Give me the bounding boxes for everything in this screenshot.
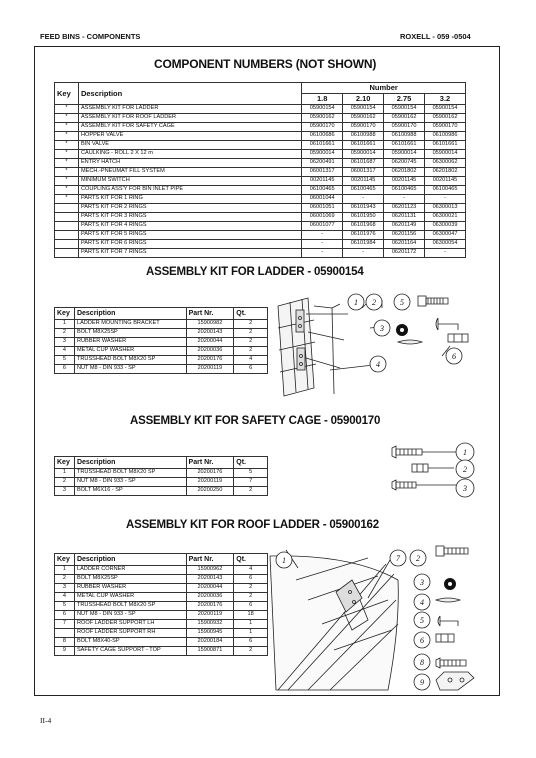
cell-num: 06201172 [384, 249, 425, 258]
part-row [55, 629, 268, 638]
cell-desc: PARTS KIT FOR 7 RINGS [78, 249, 301, 258]
callout-label: 7 [396, 554, 400, 563]
callout-label: 2 [463, 465, 467, 474]
component-row [55, 204, 466, 213]
cell-key [55, 629, 75, 638]
part-row [55, 487, 268, 496]
description-header: Description [74, 308, 186, 320]
cell-key: 3 [55, 338, 75, 347]
cell-num: 00201145 [384, 177, 425, 186]
component-row [55, 105, 466, 114]
cell-desc: BOLT M8X40-SP [74, 638, 186, 647]
cell-desc: PARTS KIT FOR 1 RING [78, 195, 301, 204]
callout-label: 1 [463, 448, 467, 457]
cell-key: 6 [55, 611, 75, 620]
cell-num: - [302, 240, 343, 249]
cell-qty: 6 [234, 365, 268, 374]
cell-num: 06001069 [302, 213, 343, 222]
cell-key: * [55, 123, 79, 132]
cell-key: * [55, 195, 79, 204]
cell-num: 06001317 [343, 168, 384, 177]
roof-kit-diagram [268, 540, 490, 700]
cell-num: 05900154 [384, 105, 425, 114]
cell-num: 06201802 [425, 168, 466, 177]
cell-part: 20200036 [186, 347, 234, 356]
cell-part: 20200143 [186, 329, 234, 338]
cell-key [55, 240, 79, 249]
roof-kit-title: ASSEMBLY KIT FOR ROOF LADDER - 05900162 [126, 519, 379, 531]
cell-num: 06001051 [302, 204, 343, 213]
cell-num: - [425, 249, 466, 258]
quantity-header: Qt. [234, 554, 268, 566]
cell-part: 15900962 [186, 566, 234, 575]
cell-num: 06100465 [425, 186, 466, 195]
cell-desc: BOLT M8X25SP [74, 575, 186, 584]
cell-desc: LADDER MOUNTING BRACKET [74, 320, 186, 329]
part-row [55, 593, 268, 602]
cell-key: 4 [55, 593, 75, 602]
cell-part: 20200036 [186, 593, 234, 602]
part-row [55, 638, 268, 647]
cell-key: * [55, 177, 79, 186]
part-row [55, 365, 268, 374]
cell-num: 06100988 [343, 132, 384, 141]
cell-desc: ROOF LADDER SUPPORT LH [74, 620, 186, 629]
cell-desc: CAULKING - ROLL 2 X 12 m [78, 150, 301, 159]
cell-num: 00201145 [425, 177, 466, 186]
cell-key: * [55, 150, 79, 159]
cell-num: 06100465 [384, 186, 425, 195]
cell-qty: 4 [234, 566, 268, 575]
cell-qty: 7 [234, 478, 268, 487]
cell-key: 2 [55, 478, 75, 487]
cell-part: 20200044 [186, 584, 234, 593]
cell-part: 20200184 [186, 638, 234, 647]
cell-qty: 2 [234, 320, 268, 329]
cell-key: 2 [55, 329, 75, 338]
cell-desc: BOLT M8X25SP [74, 329, 186, 338]
cell-num: 06100686 [302, 132, 343, 141]
cell-part: 20200119 [186, 478, 234, 487]
part-row [55, 611, 268, 620]
cell-desc: ROOF LADDER SUPPORT RH [74, 629, 186, 638]
key-header: Key [55, 308, 75, 320]
components-title: COMPONENT NUMBERS (NOT SHOWN) [154, 57, 377, 71]
cell-num: 05900014 [384, 150, 425, 159]
variant-header: 2.10 [343, 94, 384, 105]
cell-num: 05900154 [343, 105, 384, 114]
component-row [55, 159, 466, 168]
callout-label: 3 [380, 324, 384, 333]
callout-label: 4 [420, 598, 424, 607]
part-number-header: Part Nr. [186, 554, 234, 566]
cell-key: 5 [55, 356, 75, 365]
callout-label: 9 [420, 678, 424, 687]
callout-label: 2 [416, 554, 420, 563]
roof-kit-table [54, 553, 268, 656]
cage-kit-table [54, 456, 268, 496]
cell-key [55, 213, 79, 222]
cell-qty: 18 [234, 611, 268, 620]
cell-qty: 5 [234, 469, 268, 478]
cell-num: - [343, 195, 384, 204]
cell-desc: RUBBER WASHER [74, 338, 186, 347]
cell-desc: BOLT M6X16 - SP [74, 487, 186, 496]
callout-label: 8 [420, 658, 424, 667]
cell-num: 06101984 [343, 240, 384, 249]
cell-qty: 2 [234, 647, 268, 656]
cage-kit-diagram [388, 440, 488, 502]
cell-key: 9 [55, 647, 75, 656]
part-row [55, 329, 268, 338]
part-number-header: Part Nr. [186, 308, 234, 320]
cell-part: 20200176 [186, 469, 234, 478]
ladder-kit-table [54, 307, 268, 374]
callout-label: 2 [372, 298, 376, 307]
cell-num: 06201149 [384, 222, 425, 231]
cell-key: * [55, 159, 79, 168]
cage-kit-title: ASSEMBLY KIT FOR SAFETY CAGE - 05900170 [130, 415, 381, 427]
component-row [55, 123, 466, 132]
key-header: Key [55, 457, 75, 469]
cell-num: 06300047 [425, 231, 466, 240]
cell-num: - [302, 231, 343, 240]
cell-key: * [55, 114, 79, 123]
cell-desc: NUT M8 - DIN 933 - SP [74, 611, 186, 620]
cell-num: 06101661 [425, 141, 466, 150]
cell-num: 05900162 [302, 114, 343, 123]
cell-part: 20200250 [186, 487, 234, 496]
component-row [55, 168, 466, 177]
cell-num: 05900170 [302, 123, 343, 132]
cell-num: 06101976 [343, 231, 384, 240]
part-row [55, 347, 268, 356]
cell-desc: BIN VALVE [78, 141, 301, 150]
cell-key: 3 [55, 487, 75, 496]
cell-desc: HOPPER VALVE [78, 132, 301, 141]
cell-part: 20200176 [186, 356, 234, 365]
component-row [55, 240, 466, 249]
page-number: II-4 [40, 716, 52, 725]
cell-num: 05900170 [425, 123, 466, 132]
cell-key: 7 [55, 620, 75, 629]
cell-desc: MECH.-PNEUMAT FILL SYSTEM [78, 168, 301, 177]
cell-key [55, 222, 79, 231]
component-row [55, 177, 466, 186]
document-section-header: FEED BINS - COMPONENTS [40, 32, 141, 41]
component-row [55, 231, 466, 240]
cell-key: 6 [55, 365, 75, 374]
cell-key: 8 [55, 638, 75, 647]
cell-part: 20200044 [186, 338, 234, 347]
cell-part: 15900945 [186, 629, 234, 638]
cell-num: - [343, 249, 384, 258]
cell-num: 05900014 [343, 150, 384, 159]
cell-desc: NUT M8 - DIN 933 - SP [74, 365, 186, 374]
cell-qty: 1 [234, 620, 268, 629]
key-header: Key [55, 554, 75, 566]
cell-num: 00201145 [302, 177, 343, 186]
cell-part: 20200176 [186, 602, 234, 611]
cell-desc: ASSEMBLY KIT FOR LADDER [78, 105, 301, 114]
cell-qty: 6 [234, 602, 268, 611]
ladder-kit-diagram [270, 288, 490, 400]
number-header: Number [302, 83, 466, 94]
cell-num: 06100988 [384, 132, 425, 141]
description-header: Description [74, 457, 186, 469]
part-row [55, 620, 268, 629]
cell-key: * [55, 168, 79, 177]
cell-key: 4 [55, 347, 75, 356]
cell-num: 05900170 [343, 123, 384, 132]
cell-desc: PARTS KIT FOR 3 RINGS [78, 213, 301, 222]
cell-part: 15900932 [186, 620, 234, 629]
cell-qty: 6 [234, 575, 268, 584]
cell-num: 06101943 [343, 204, 384, 213]
cell-desc: PARTS KIT FOR 4 RINGS [78, 222, 301, 231]
cell-num: 06100465 [302, 186, 343, 195]
cell-desc: SAFETY CAGE SUPPORT - TOP [74, 647, 186, 656]
cell-qty: 6 [234, 638, 268, 647]
component-row [55, 222, 466, 231]
cell-part: 15900982 [186, 320, 234, 329]
cell-desc: RUBBER WASHER [74, 584, 186, 593]
part-row [55, 566, 268, 575]
callout-label: 4 [376, 360, 380, 369]
callout-label: 3 [463, 484, 467, 493]
callout-label: 5 [420, 616, 424, 625]
cell-desc: LADDER CORNER [74, 566, 186, 575]
cell-num: 06300013 [425, 204, 466, 213]
component-numbers-table [54, 82, 466, 258]
cell-num: 06201123 [384, 204, 425, 213]
cell-key: 3 [55, 584, 75, 593]
ladder-kit-title: ASSEMBLY KIT FOR LADDER - 05900154 [146, 266, 364, 278]
cell-key: 1 [55, 320, 75, 329]
cell-num: - [384, 195, 425, 204]
cell-num: 00201145 [343, 177, 384, 186]
cell-part: 20200119 [186, 365, 234, 374]
cell-num: 05900162 [343, 114, 384, 123]
cell-num: 06200491 [302, 159, 343, 168]
cell-part: 20200119 [186, 611, 234, 620]
cell-num: 06300039 [425, 222, 466, 231]
callout-label: 3 [420, 578, 424, 587]
cell-num: 05900014 [425, 150, 466, 159]
component-row [55, 150, 466, 159]
part-row [55, 602, 268, 611]
cell-desc: METAL CUP WASHER [74, 347, 186, 356]
variant-header: 1.8 [302, 94, 343, 105]
part-row [55, 469, 268, 478]
cell-num: 06201802 [384, 168, 425, 177]
cell-num: 05900162 [425, 114, 466, 123]
cell-desc: PARTS KIT FOR 6 RINGS [78, 240, 301, 249]
cell-num: 05900170 [384, 123, 425, 132]
callout-label: 6 [452, 352, 456, 361]
callout-label: 1 [282, 556, 286, 565]
cell-desc: MINIMUM SWITCH [78, 177, 301, 186]
cell-num: 06300054 [425, 240, 466, 249]
cell-key [55, 231, 79, 240]
part-row [55, 584, 268, 593]
cell-num: - [425, 195, 466, 204]
cell-num: 06200745 [384, 159, 425, 168]
cell-desc: COUPLING ASS'Y FOR BIN INLET PIPE [78, 186, 301, 195]
cell-qty: 2 [234, 593, 268, 602]
cell-num: 06101950 [343, 213, 384, 222]
cell-num: 06201131 [384, 213, 425, 222]
cell-desc: METAL CUP WASHER [74, 593, 186, 602]
part-row [55, 320, 268, 329]
variant-header: 3.2 [425, 94, 466, 105]
cell-key: * [55, 186, 79, 195]
key-header: Key [55, 83, 79, 105]
cell-part: 20200143 [186, 575, 234, 584]
quantity-header: Qt. [234, 308, 268, 320]
component-row [55, 114, 466, 123]
component-row [55, 141, 466, 150]
variant-header: 2.75 [384, 94, 425, 105]
cell-num: 05900162 [384, 114, 425, 123]
part-row [55, 575, 268, 584]
cell-num: 05900014 [302, 150, 343, 159]
cell-key: 1 [55, 469, 75, 478]
cell-key [55, 204, 79, 213]
cell-num: 06101661 [343, 141, 384, 150]
cell-num: 06001317 [302, 168, 343, 177]
cell-num: 06201164 [384, 240, 425, 249]
cell-num: 06101661 [302, 141, 343, 150]
cell-desc: PARTS KIT FOR 2 RINGS [78, 204, 301, 213]
part-number-header: Part Nr. [186, 457, 234, 469]
cell-num: 06101968 [343, 222, 384, 231]
cell-qty: 4 [234, 356, 268, 365]
cell-num: 06101661 [384, 141, 425, 150]
cell-qty: 2 [234, 347, 268, 356]
description-header: Description [78, 83, 301, 105]
cell-desc: PARTS KIT FOR 5 RINGS [78, 231, 301, 240]
quantity-header: Qt. [234, 457, 268, 469]
cell-part: 15900871 [186, 647, 234, 656]
cell-key: 1 [55, 566, 75, 575]
cell-desc: TRUSSHEAD BOLT M8X20 SP [74, 356, 186, 365]
cell-key: * [55, 132, 79, 141]
callout-label: 1 [354, 298, 358, 307]
part-row [55, 338, 268, 347]
cell-num: - [302, 249, 343, 258]
cell-num: 06001077 [302, 222, 343, 231]
cell-key: 2 [55, 575, 75, 584]
cell-key [55, 249, 79, 258]
cell-qty: 2 [234, 487, 268, 496]
component-row [55, 249, 466, 258]
cell-key: 5 [55, 602, 75, 611]
cell-num: 05900154 [425, 105, 466, 114]
cell-num: 06001044 [302, 195, 343, 204]
component-row [55, 195, 466, 204]
cell-num: 06300021 [425, 213, 466, 222]
document-reference: ROXELL - 059 -0504 [400, 32, 471, 41]
cell-key: * [55, 141, 79, 150]
cell-desc: ENTRY HATCH [78, 159, 301, 168]
cell-num: 05900154 [302, 105, 343, 114]
component-row [55, 186, 466, 195]
part-row [55, 478, 268, 487]
cell-num: 06100986 [425, 132, 466, 141]
component-row [55, 213, 466, 222]
cell-key: * [55, 105, 79, 114]
cell-qty: 2 [234, 338, 268, 347]
cell-desc: TRUSSHEAD BOLT M8X20 SP [74, 469, 186, 478]
callout-label: 6 [420, 636, 424, 645]
cell-qty: 1 [234, 629, 268, 638]
cell-qty: 2 [234, 329, 268, 338]
cell-desc: NUT M8 - DIN 933 - SP [74, 478, 186, 487]
cell-desc: ASSEMBLY KIT FOR SAFETY CAGE [78, 123, 301, 132]
part-row [55, 356, 268, 365]
cell-num: 06300062 [425, 159, 466, 168]
cell-qty: 2 [234, 584, 268, 593]
cell-desc: ASSEMBLY KIT FOR ROOF LADDER [78, 114, 301, 123]
cell-desc: TRUSSHEAD BOLT M8X20 SP [74, 602, 186, 611]
part-row [55, 647, 268, 656]
description-header: Description [74, 554, 186, 566]
component-row [55, 132, 466, 141]
cell-num: 06100465 [343, 186, 384, 195]
callout-label: 5 [400, 298, 404, 307]
cell-num: 06201156 [384, 231, 425, 240]
cell-num: 06101687 [343, 159, 384, 168]
